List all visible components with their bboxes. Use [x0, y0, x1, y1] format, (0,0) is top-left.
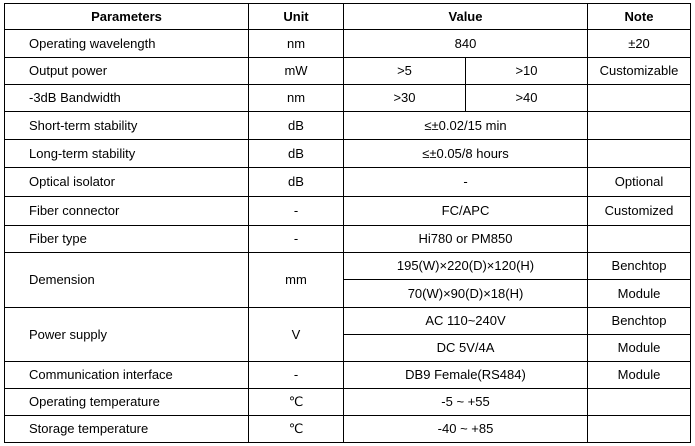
unit-cell: - [249, 362, 344, 389]
value-cell: 840 [344, 30, 588, 58]
note-cell: Benchtop [588, 308, 691, 335]
table-row [5, 416, 691, 443]
value-cell: FC/APC [344, 197, 588, 226]
header-unit: Unit [249, 4, 344, 30]
specifications-table [4, 3, 691, 443]
param-cell: Output power [5, 58, 249, 85]
value-cell: >30 [344, 85, 466, 112]
value-cell: >10 [466, 58, 588, 85]
param-cell: Long-term stability [5, 140, 249, 168]
value-cell: -5 ~ +55 [344, 389, 588, 416]
unit-cell: mm [249, 253, 344, 308]
value-cell: ≤±0.02/15 min [344, 112, 588, 140]
table-row [5, 308, 691, 335]
unit-cell: nm [249, 30, 344, 58]
note-cell: Customized [588, 197, 691, 226]
unit-cell: - [249, 197, 344, 226]
value-cell: -40 ~ +85 [344, 416, 588, 443]
note-cell: Optional [588, 168, 691, 197]
param-cell: Power supply [5, 308, 249, 362]
value-cell: 195(W)×220(D)×120(H) [344, 253, 588, 280]
param-cell: Storage temperature [5, 416, 249, 443]
note-cell: Module [588, 362, 691, 389]
note-cell [588, 112, 691, 140]
value-cell: 70(W)×90(D)×18(H) [344, 280, 588, 308]
param-cell: Operating temperature [5, 389, 249, 416]
note-cell [588, 226, 691, 253]
note-cell: Customizable [588, 58, 691, 85]
unit-cell: V [249, 308, 344, 362]
value-cell: >40 [466, 85, 588, 112]
header-value: Value [344, 4, 588, 30]
table-row [5, 197, 691, 226]
value-cell: - [344, 168, 588, 197]
header-row [5, 4, 691, 30]
param-cell: Demension [5, 253, 249, 308]
param-cell: Fiber connector [5, 197, 249, 226]
note-cell: Module [588, 335, 691, 362]
unit-cell: ℃ [249, 416, 344, 443]
param-cell: Fiber type [5, 226, 249, 253]
table-row [5, 30, 691, 58]
note-cell [588, 416, 691, 443]
table-row [5, 112, 691, 140]
unit-cell: ℃ [249, 389, 344, 416]
note-cell: Benchtop [588, 253, 691, 280]
table-row [5, 58, 691, 85]
note-cell: Module [588, 280, 691, 308]
value-cell: DB9 Female(RS484) [344, 362, 588, 389]
note-cell [588, 389, 691, 416]
param-cell: Short-term stability [5, 112, 249, 140]
note-cell: ±20 [588, 30, 691, 58]
unit-cell: dB [249, 168, 344, 197]
table-row [5, 226, 691, 253]
value-cell: ≤±0.05/8 hours [344, 140, 588, 168]
value-cell: Hi780 or PM850 [344, 226, 588, 253]
param-cell: -3dB Bandwidth [5, 85, 249, 112]
table-row [5, 253, 691, 280]
table-row [5, 168, 691, 197]
unit-cell: nm [249, 85, 344, 112]
param-cell: Communication interface [5, 362, 249, 389]
param-cell: Operating wavelength [5, 30, 249, 58]
header-parameters: Parameters [5, 4, 249, 30]
value-cell: AC 110~240V [344, 308, 588, 335]
value-cell: DC 5V/4A [344, 335, 588, 362]
header-note: Note [588, 4, 691, 30]
note-cell [588, 85, 691, 112]
table-row [5, 85, 691, 112]
unit-cell: dB [249, 112, 344, 140]
table-row [5, 389, 691, 416]
param-cell: Optical isolator [5, 168, 249, 197]
value-cell: >5 [344, 58, 466, 85]
unit-cell: mW [249, 58, 344, 85]
table-row [5, 140, 691, 168]
unit-cell: - [249, 226, 344, 253]
table-row [5, 362, 691, 389]
unit-cell: dB [249, 140, 344, 168]
note-cell [588, 140, 691, 168]
